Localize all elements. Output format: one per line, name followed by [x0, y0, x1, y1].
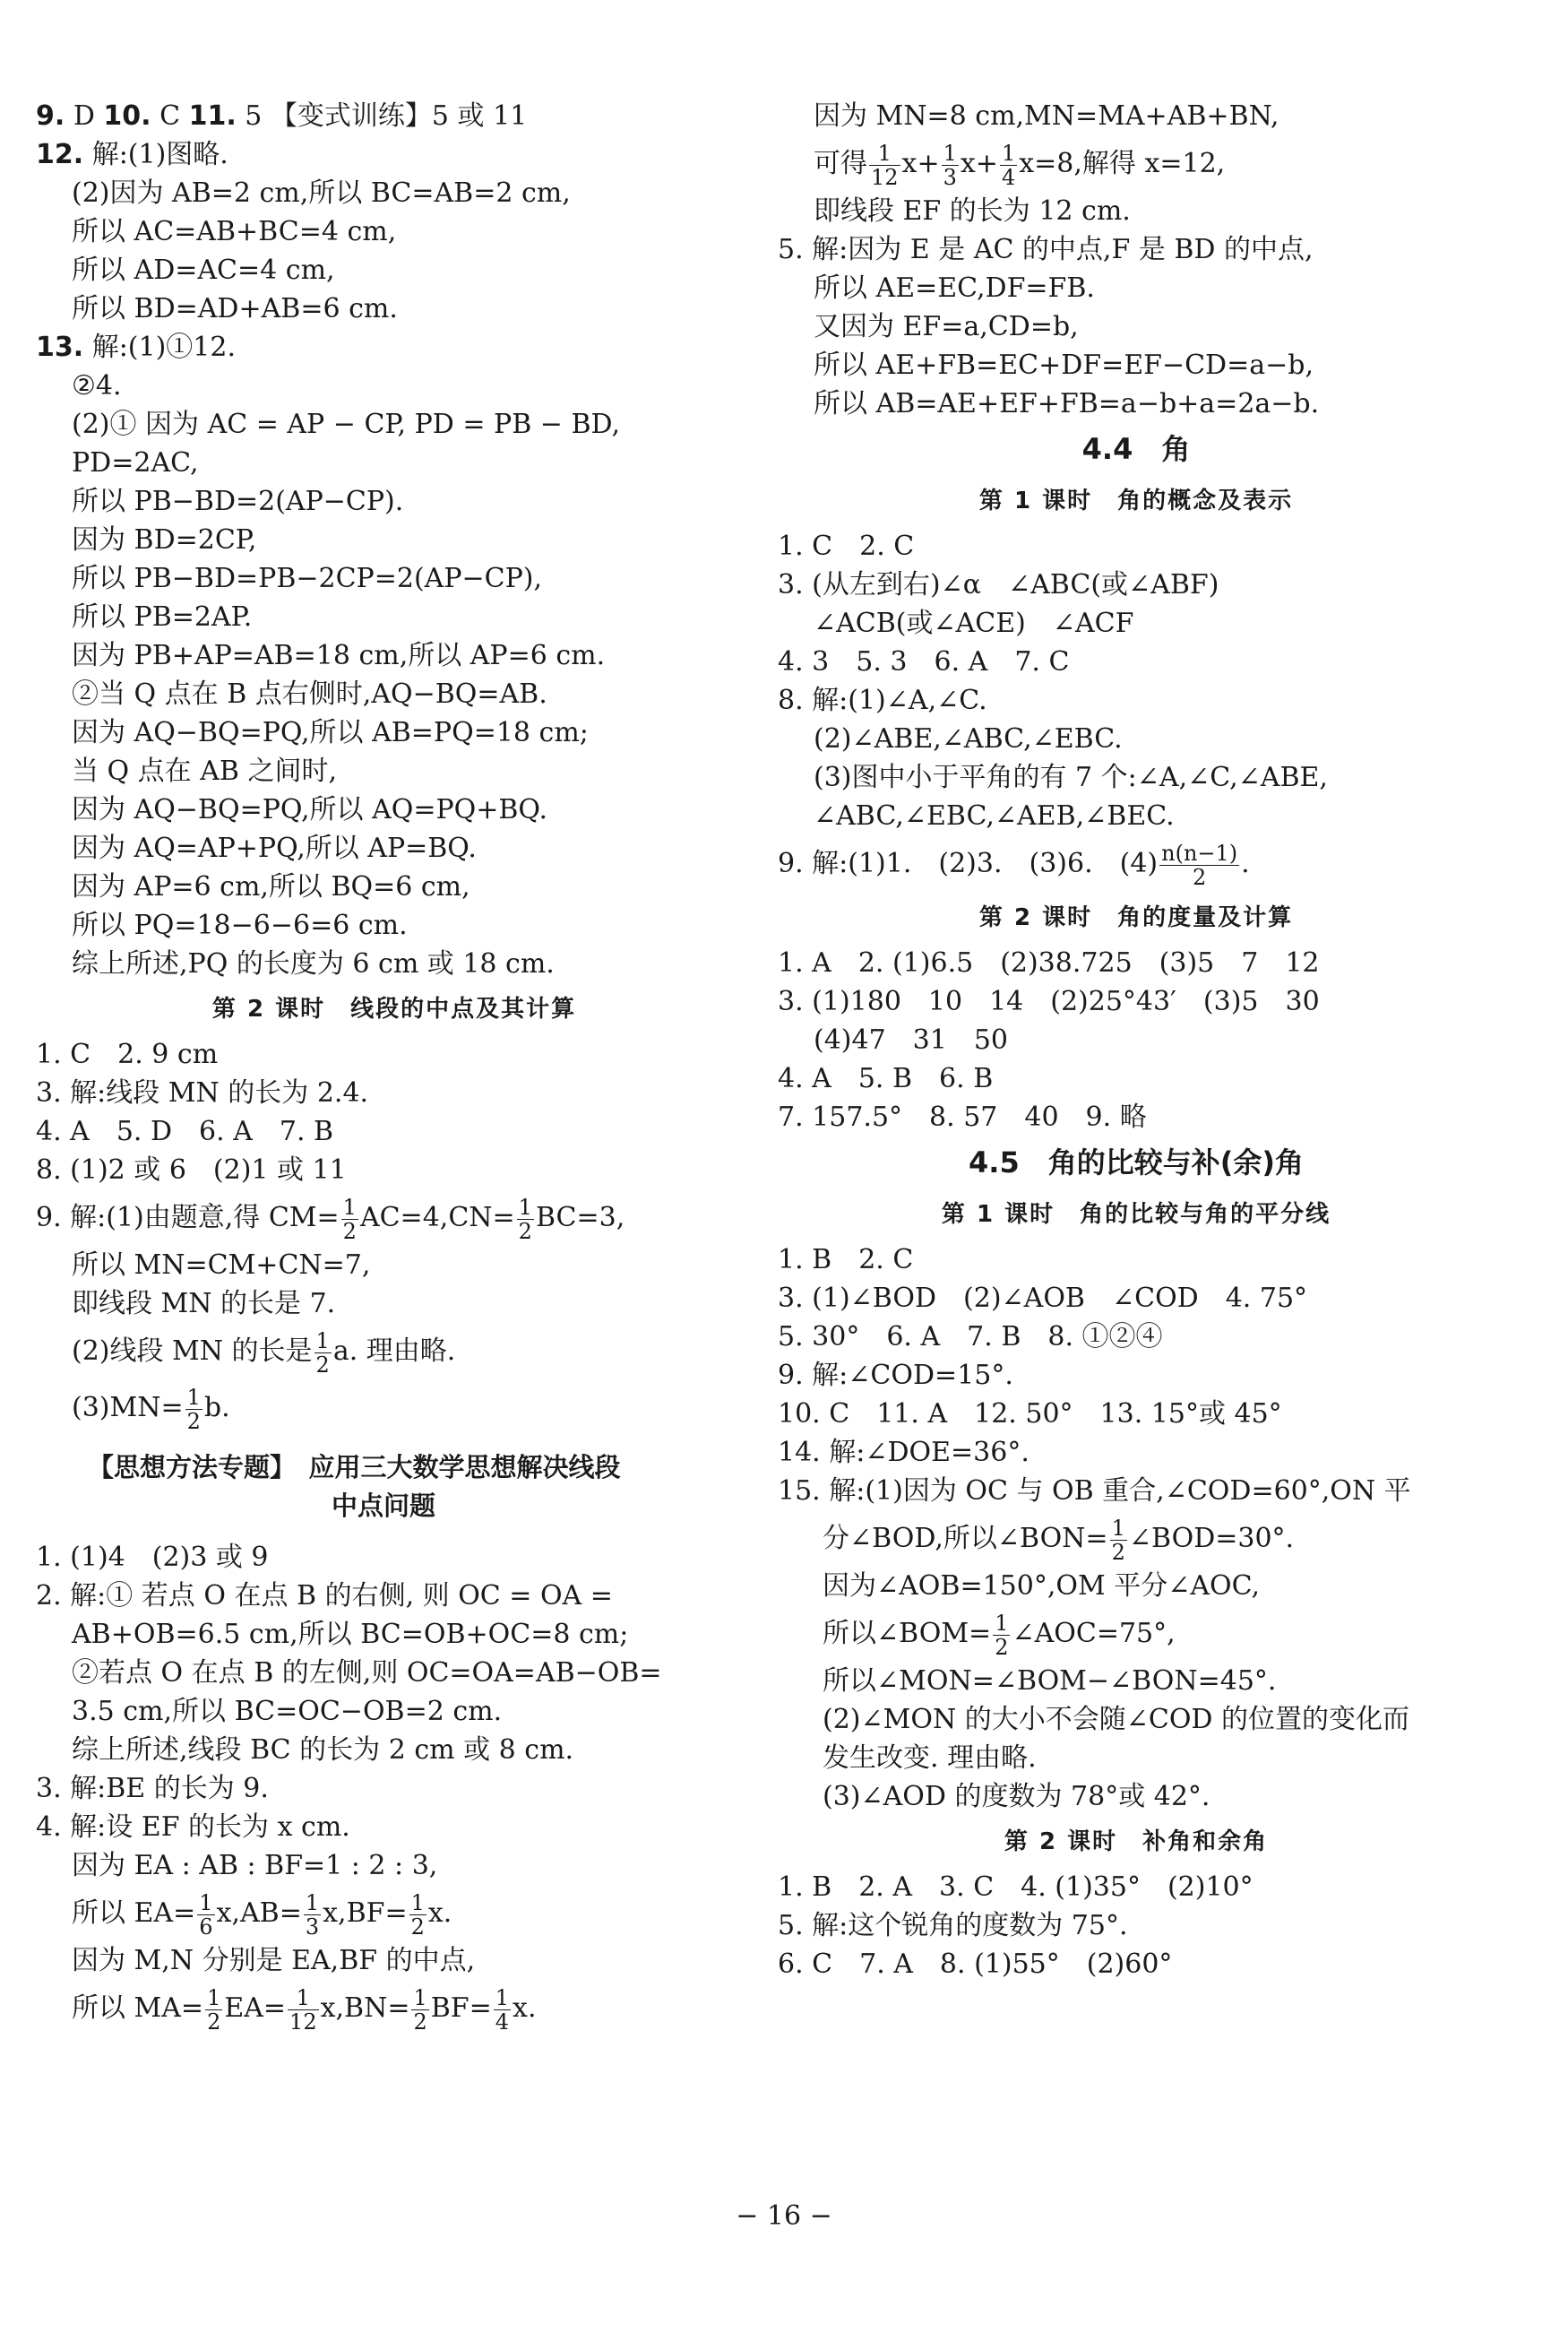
text-line: 8. (1)2 或 6 (2)1 或 11	[36, 1154, 347, 1186]
text-line: 1. (1)4 (2)3 或 9	[36, 1542, 269, 1573]
text-line: 3.5 cm,所以 BC=OC−OB=2 cm.	[72, 1696, 503, 1727]
text-line: 所以 EA= $\frac{1}{6}$ x,AB= $\frac{1}{3}$ x,BF= $\frac{1}{2}$ x.	[72, 1889, 452, 1940]
answer-line-12: 12. 解:(1)图略.	[36, 139, 228, 170]
text-line: 4. A 5. D 6. A 7. B	[36, 1116, 334, 1147]
text-line: 7. 157.5° 8. 57 40 9. 略	[778, 1102, 1147, 1133]
text-line: (3)图中小于平角的有 7 个:∠A,∠C,∠ABE,	[814, 762, 1328, 793]
text-line: (3)MN= $\frac{1}{2}$ b.	[72, 1384, 230, 1434]
section-heading: 第 1 课时 角的概念及表示	[978, 488, 1294, 514]
text-line: (2)线段 MN 的长是 $\frac{1}{2}$ a. 理由略.	[72, 1327, 456, 1378]
text-line: 5. 解:因为 E 是 AC 的中点,F 是 BD 的中点,	[778, 234, 1314, 265]
text-line: 因为 M,N 分别是 EA,BF 的中点,	[72, 1945, 476, 1976]
text-line: ②当 Q 点在 B 点右侧时,AQ−BQ=AB.	[72, 678, 547, 710]
text-line: ②4.	[72, 370, 122, 402]
text-line: 所以 AE=EC,DF=FB.	[814, 272, 1095, 304]
fraction: $\frac{1}{2}$	[518, 1194, 532, 1244]
text-line: 即线段 EF 的长为 12 cm.	[814, 195, 1131, 227]
text-line: 发生改变. 理由略.	[823, 1742, 1037, 1774]
text-line: (2)因为 AB=2 cm,所以 BC=AB=2 cm,	[72, 177, 571, 209]
text-line: 4. 解:设 EF 的长为 x cm.	[36, 1811, 350, 1843]
fraction: $\frac{1}{2}$	[315, 1327, 330, 1378]
page-number: − 16 −	[736, 2200, 832, 2232]
text-line: (3)∠AOD 的度数为 78°或 42°.	[823, 1781, 1210, 1812]
text-line: 因为 PB+AP=AB=18 cm,所以 AP=6 cm.	[72, 640, 606, 671]
special-topic-heading: 【思想方法专题】 应用三大数学思想解决线段	[88, 1452, 621, 1482]
text-line: 5. 30° 6. A 7. B 8. ①②④	[778, 1321, 1163, 1352]
text-line: 可得 $\frac{1}{12}$ x+ $\frac{1}{3}$ x+ $\frac{1}{4}$ x=8,解得 x=12,	[814, 140, 1226, 190]
text-line: 10. C 11. A 12. 50° 13. 15°或 45°	[778, 1398, 1282, 1430]
text-line: 所以 PB=2AP.	[72, 601, 253, 633]
section-title-4-4: 4.4 角	[1081, 432, 1191, 466]
text-line: ∠ACB(或∠ACE) ∠ACF	[814, 608, 1134, 639]
text-line: 因为 AQ−BQ=PQ,所以 AB=PQ=18 cm;	[72, 717, 589, 748]
text-line: 所以 PB−BD=PB−2CP=2(AP−CP),	[72, 563, 543, 594]
text-line: (2)① 因为 AC = AP − CP, PD = PB − BD,	[72, 409, 621, 440]
answer-line-9: 9. 解:(1)1. (2)3. (3)6. (4) $\frac{n(n-1)}{2}$ .	[778, 840, 1250, 890]
text-line: 6. C 7. A 8. (1)55° (2)60°	[778, 1948, 1173, 1980]
fraction: $\frac{1}{2}$	[186, 1384, 201, 1434]
text-line: 1. C 2. C	[778, 531, 915, 562]
section-title-4-5: 4.5 角的比较与补(余)角	[969, 1145, 1304, 1179]
text-line: 所以 MA= $\frac{1}{2}$ EA= $\frac{1}{12}$ x,BN= $\frac{1}{2}$ BF= $\frac{1}{4}$ x.	[72, 1984, 537, 2035]
text-line: 所以∠MON=∠BOM−∠BON=45°.	[823, 1665, 1277, 1697]
answer-line-9: 9. 解:(1)由题意,得 CM= $\frac{1}{2}$ AC=4,CN= $\frac{1}{2}$ BC=3,	[36, 1194, 625, 1244]
fraction: $\frac{1}{12}$	[289, 1984, 317, 2035]
fraction: $\frac{1}{2}$	[995, 1610, 1009, 1660]
special-topic-heading-cont: 中点问题	[332, 1491, 436, 1521]
text-line: 因为 AQ=AP+PQ,所以 AP=BQ.	[72, 833, 477, 864]
text-line: 所以 MN=CM+CN=7,	[72, 1249, 371, 1281]
fraction: $\frac{1}{3}$	[943, 140, 957, 190]
answer-line-13: 13. 解:(1)①12.	[36, 332, 237, 363]
fraction: $\frac{1}{2}$	[342, 1194, 357, 1244]
right-column	[778, 97, 1495, 1983]
text-line: 即线段 MN 的长是 7.	[72, 1288, 336, 1319]
text-line: 当 Q 点在 AB 之间时,	[72, 756, 337, 787]
text-line: 所以 PB−BD=2(AP−CP).	[72, 486, 404, 517]
text-line: 所以 AB=AE+EF+FB=a−b+a=2a−b.	[814, 388, 1320, 419]
section-heading: 第 2 课时 线段的中点及其计算	[211, 996, 577, 1023]
text-line: ∠ABC,∠EBC,∠AEB,∠BEC.	[814, 800, 1175, 832]
text-line: 因为 BD=2CP,	[72, 524, 257, 556]
text-line: 9. 解:∠COD=15°.	[778, 1360, 1013, 1391]
fraction: $\frac{1}{2}$	[207, 1984, 221, 2035]
fraction: $\frac{1}{2}$	[413, 1984, 427, 2035]
text-line: 因为 AP=6 cm,所以 BQ=6 cm,	[72, 871, 470, 903]
text-line: (4)47 31 50	[814, 1024, 1009, 1056]
text-line: 4. 3 5. 3 6. A 7. C	[778, 646, 1070, 678]
text-line: 1. A 2. (1)6.5 (2)38.725 (3)5 7 12	[778, 947, 1320, 979]
section-heading: 第 2 课时 角的度量及计算	[978, 904, 1294, 931]
text-line: 因为 AQ−BQ=PQ,所以 AQ=PQ+BQ.	[72, 794, 548, 825]
text-line: PD=2AC,	[72, 447, 199, 479]
text-line: 3. (1)∠BOD (2)∠AOB ∠COD 4. 75°	[778, 1283, 1308, 1314]
left-column	[36, 97, 753, 2036]
text-line: 又因为 EF=a,CD=b,	[814, 311, 1079, 342]
fraction: $\frac{1}{3}$	[305, 1889, 320, 1940]
fraction: $\frac{1}{2}$	[1111, 1515, 1125, 1565]
section-heading: 第 2 课时 补角和余角	[1004, 1828, 1269, 1855]
answer-line-9-11: 9. D 10. C 11. 5 【变式训练】5 或 11	[36, 100, 528, 132]
text-line: 所以 AD=AC=4 cm,	[72, 255, 335, 286]
text-line: 因为 MN=8 cm,MN=MA+AB+BN,	[814, 100, 1279, 132]
text-line: 所以∠BOM= $\frac{1}{2}$ ∠AOC=75°,	[823, 1610, 1176, 1660]
text-line: (2)∠MON 的大小不会随∠COD 的位置的变化而	[823, 1704, 1410, 1735]
text-line: 分∠BOD,所以∠BON= $\frac{1}{2}$ ∠BOD=30°.	[823, 1515, 1295, 1565]
text-line: 5. 解:这个锐角的度数为 75°.	[778, 1910, 1128, 1941]
fraction: $\frac{1}{6}$	[199, 1889, 213, 1940]
text-line: 因为∠AOB=150°,OM 平分∠AOC,	[823, 1570, 1261, 1602]
text-line: 1. B 2. C	[778, 1244, 914, 1275]
text-line: 14. 解:∠DOE=36°.	[778, 1437, 1030, 1468]
text-line: 所以 BD=AD+AB=6 cm.	[72, 293, 398, 324]
text-line: 1. C 2. 9 cm	[36, 1039, 219, 1070]
text-line: 所以 AC=AB+BC=4 cm,	[72, 216, 397, 247]
text-line: 1. B 2. A 3. C 4. (1)35° (2)10°	[778, 1871, 1254, 1903]
fraction: $\frac{1}{12}$	[871, 140, 899, 190]
text-line: 因为 EA : AB : BF=1 : 2 : 3,	[72, 1850, 438, 1881]
text-line: 15. 解:(1)因为 OC 与 OB 重合,∠COD=60°,ON 平	[778, 1475, 1411, 1507]
text-line: ②若点 O 在点 B 的左侧,则 OC=OA=AB−OB=	[72, 1657, 662, 1689]
text-line: 综上所述,PQ 的长度为 6 cm 或 18 cm.	[72, 948, 555, 980]
fraction: $\frac{1}{4}$	[1001, 140, 1016, 190]
fraction: $\frac{n(n-1)}{2}$	[1161, 840, 1238, 890]
text-line: AB+OB=6.5 cm,所以 BC=OB+OC=8 cm;	[72, 1619, 629, 1650]
fraction: $\frac{1}{4}$	[495, 1984, 510, 2035]
text-line: 所以 AE+FB=EC+DF=EF−CD=a−b,	[814, 350, 1314, 381]
text-line: 3. (1)180 10 14 (2)25°43′ (3)5 30	[778, 986, 1320, 1017]
text-line: 3. (从左到右)∠α ∠ABC(或∠ABF)	[778, 569, 1219, 601]
text-line: 8. 解:(1)∠A,∠C.	[778, 685, 987, 716]
text-line: (2)∠ABE,∠ABC,∠EBC.	[814, 723, 1123, 755]
text-line: 4. A 5. B 6. B	[778, 1063, 994, 1094]
section-heading: 第 1 课时 角的比较与角的平分线	[941, 1201, 1331, 1228]
text-line: 2. 解:① 若点 O 在点 B 的右侧, 则 OC = OA =	[36, 1580, 613, 1611]
fraction: $\frac{1}{2}$	[410, 1889, 425, 1940]
text-line: 所以 PQ=18−6−6=6 cm.	[72, 910, 408, 941]
text-line: 3. 解:BE 的长为 9.	[36, 1773, 269, 1804]
text-line: 综上所述,线段 BC 的长为 2 cm 或 8 cm.	[72, 1734, 574, 1766]
text-line: 3. 解:线段 MN 的长为 2.4.	[36, 1077, 369, 1109]
